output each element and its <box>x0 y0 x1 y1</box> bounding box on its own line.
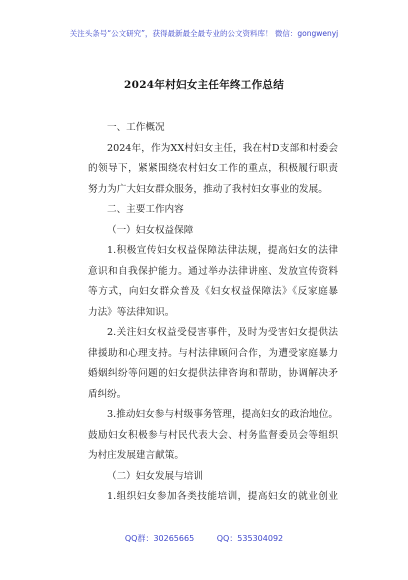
body-line: 意识和自我保护能力。通过举办法律讲座、发放宣传资料 <box>88 265 338 277</box>
body-line: 力法》等法律知识。 <box>88 306 175 318</box>
header-banner: 关注头条号“公文研究”，获得最新最全最专业的公文资料库！ 微信：gongwenyj <box>69 29 339 38</box>
body-line: 一、工作概况 <box>107 122 165 133</box>
document-title: 2024年村妇女主任年终工作总结 <box>123 79 285 91</box>
body-line: 的领导下，紧紧围绕农村妇女工作的重点，积极履行职责 <box>88 163 338 174</box>
body-line: 1.积极宣传妇女权益保障法律法规，提高妇女的法律 <box>107 245 338 256</box>
body-line: 等方式，向妇女群众普及《妇女权益保障法》《反家庭暴 <box>88 286 338 297</box>
body-line: （一）妇女权益保障 <box>107 224 194 236</box>
body-line: 律援助和心理支持。与村法律顾问合作，为遭受家庭暴力 <box>88 347 338 359</box>
body-line: 婚姻纠纷等问题的妇女提供法律咨询和帮助，协调解决矛 <box>88 368 338 379</box>
body-line: 1.组织妇女参加各类技能培训，提高妇女的就业创业 <box>107 491 338 502</box>
body-line: 努力为广大妇女群众服务，推动了我村妇女事业的发展。 <box>88 183 328 195</box>
body-line: 3.推动妇女参与村级事务管理，提高妇女的政治地位。 <box>107 409 338 420</box>
document-body <box>88 118 338 508</box>
body-line: 二、主要工作内容 <box>107 204 184 215</box>
footer-qq-contact: QQ：535304092 <box>216 534 284 543</box>
body-line: 2.关注妇女权益受侵害事件，及时为受害妇女提供法 <box>107 327 338 338</box>
footer-qq-group: QQ群：30265665 <box>124 534 195 543</box>
body-line: 盾纠纷。 <box>88 388 127 400</box>
body-line: 2024年，作为XX村妇女主任，我在村D支部和村委会 <box>107 142 338 154</box>
body-line: （二）妇女发展与培训 <box>107 470 203 482</box>
footer-banner <box>0 533 408 544</box>
body-line: 为村庄发展建言献策。 <box>88 450 184 461</box>
body-line: 鼓励妇女积极参与村民代表大会、村务监督委员会等组织 <box>88 429 338 441</box>
